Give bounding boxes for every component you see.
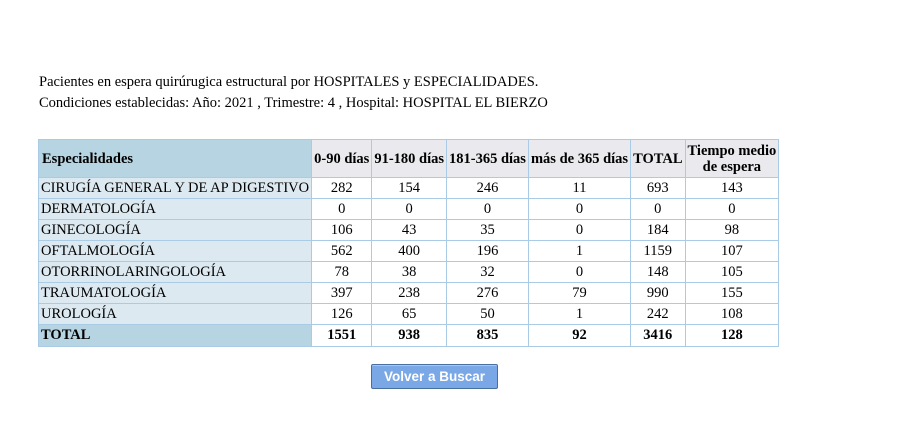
cell: 1 (528, 241, 630, 262)
cell: 693 (631, 178, 685, 199)
row-label: OFTALMOLOGÍA (39, 241, 312, 262)
cell: 65 (372, 304, 447, 325)
cell: 148 (631, 262, 685, 283)
cell: 11 (528, 178, 630, 199)
cell: 32 (447, 262, 529, 283)
cell: 0 (528, 220, 630, 241)
cell: 98 (685, 220, 779, 241)
cell: 400 (372, 241, 447, 262)
cell: 246 (447, 178, 529, 199)
total-cell: 128 (685, 325, 779, 347)
report-title: Pacientes en espera quirúrugica estructural por HOSPITALES y ESPECIALIDADES. (39, 74, 539, 90)
table-row (39, 199, 779, 220)
report-description (39, 72, 548, 114)
cell: 1 (528, 304, 630, 325)
report-conditions: Condiciones establecidas: Año: 2021 , Trimestre: 4 , Hospital: HOSPITAL EL BIERZO (39, 95, 548, 111)
cell: 106 (312, 220, 372, 241)
cell: 0 (631, 199, 685, 220)
header-especialidades: Especialidades (39, 140, 312, 178)
cell: 38 (372, 262, 447, 283)
row-label: UROLOGÍA (39, 304, 312, 325)
table-row (39, 241, 779, 262)
row-label: DERMATOLOGÍA (39, 199, 312, 220)
table-total-row (39, 325, 779, 347)
cell: 238 (372, 283, 447, 304)
total-cell: 3416 (631, 325, 685, 347)
cell: 107 (685, 241, 779, 262)
cell: 1159 (631, 241, 685, 262)
total-cell: 92 (528, 325, 630, 347)
table-row (39, 262, 779, 283)
cell: 242 (631, 304, 685, 325)
total-cell: 938 (372, 325, 447, 347)
waiting-list-table (38, 139, 779, 347)
cell: 0 (447, 199, 529, 220)
header-91-180: 91-180 días (372, 140, 447, 178)
cell: 0 (528, 199, 630, 220)
cell: 184 (631, 220, 685, 241)
cell: 0 (372, 199, 447, 220)
table-row (39, 220, 779, 241)
cell: 50 (447, 304, 529, 325)
volver-a-buscar-button[interactable]: Volver a Buscar (371, 364, 498, 389)
cell: 282 (312, 178, 372, 199)
cell: 0 (312, 199, 372, 220)
cell: 108 (685, 304, 779, 325)
cell: 990 (631, 283, 685, 304)
cell: 35 (447, 220, 529, 241)
row-label: TRAUMATOLOGÍA (39, 283, 312, 304)
total-label: TOTAL (39, 325, 312, 347)
header-tiempo-medio-line2: de espera (702, 158, 762, 175)
header-181-365: 181-365 días (447, 140, 529, 178)
cell: 562 (312, 241, 372, 262)
row-label: CIRUGÍA GENERAL Y DE AP DIGESTIVO (39, 178, 312, 199)
header-total: TOTAL (631, 140, 685, 178)
row-label: OTORRINOLARINGOLOGÍA (39, 262, 312, 283)
header-tiempo-medio (685, 140, 779, 178)
cell: 43 (372, 220, 447, 241)
total-cell: 835 (447, 325, 529, 347)
cell: 154 (372, 178, 447, 199)
table-row (39, 304, 779, 325)
header-mas-365: más de 365 días (528, 140, 630, 178)
table-row (39, 178, 779, 199)
cell: 0 (685, 199, 779, 220)
cell: 78 (312, 262, 372, 283)
cell: 155 (685, 283, 779, 304)
total-cell: 1551 (312, 325, 372, 347)
header-0-90: 0-90 días (312, 140, 372, 178)
cell: 126 (312, 304, 372, 325)
row-label: GINECOLOGÍA (39, 220, 312, 241)
cell: 105 (685, 262, 779, 283)
cell: 143 (685, 178, 779, 199)
cell: 276 (447, 283, 529, 304)
table-row (39, 283, 779, 304)
cell: 196 (447, 241, 529, 262)
cell: 397 (312, 283, 372, 304)
header-tiempo-medio-line1: Tiempo medio (687, 142, 777, 159)
cell: 0 (528, 262, 630, 283)
cell: 79 (528, 283, 630, 304)
table-header-row (39, 140, 779, 178)
